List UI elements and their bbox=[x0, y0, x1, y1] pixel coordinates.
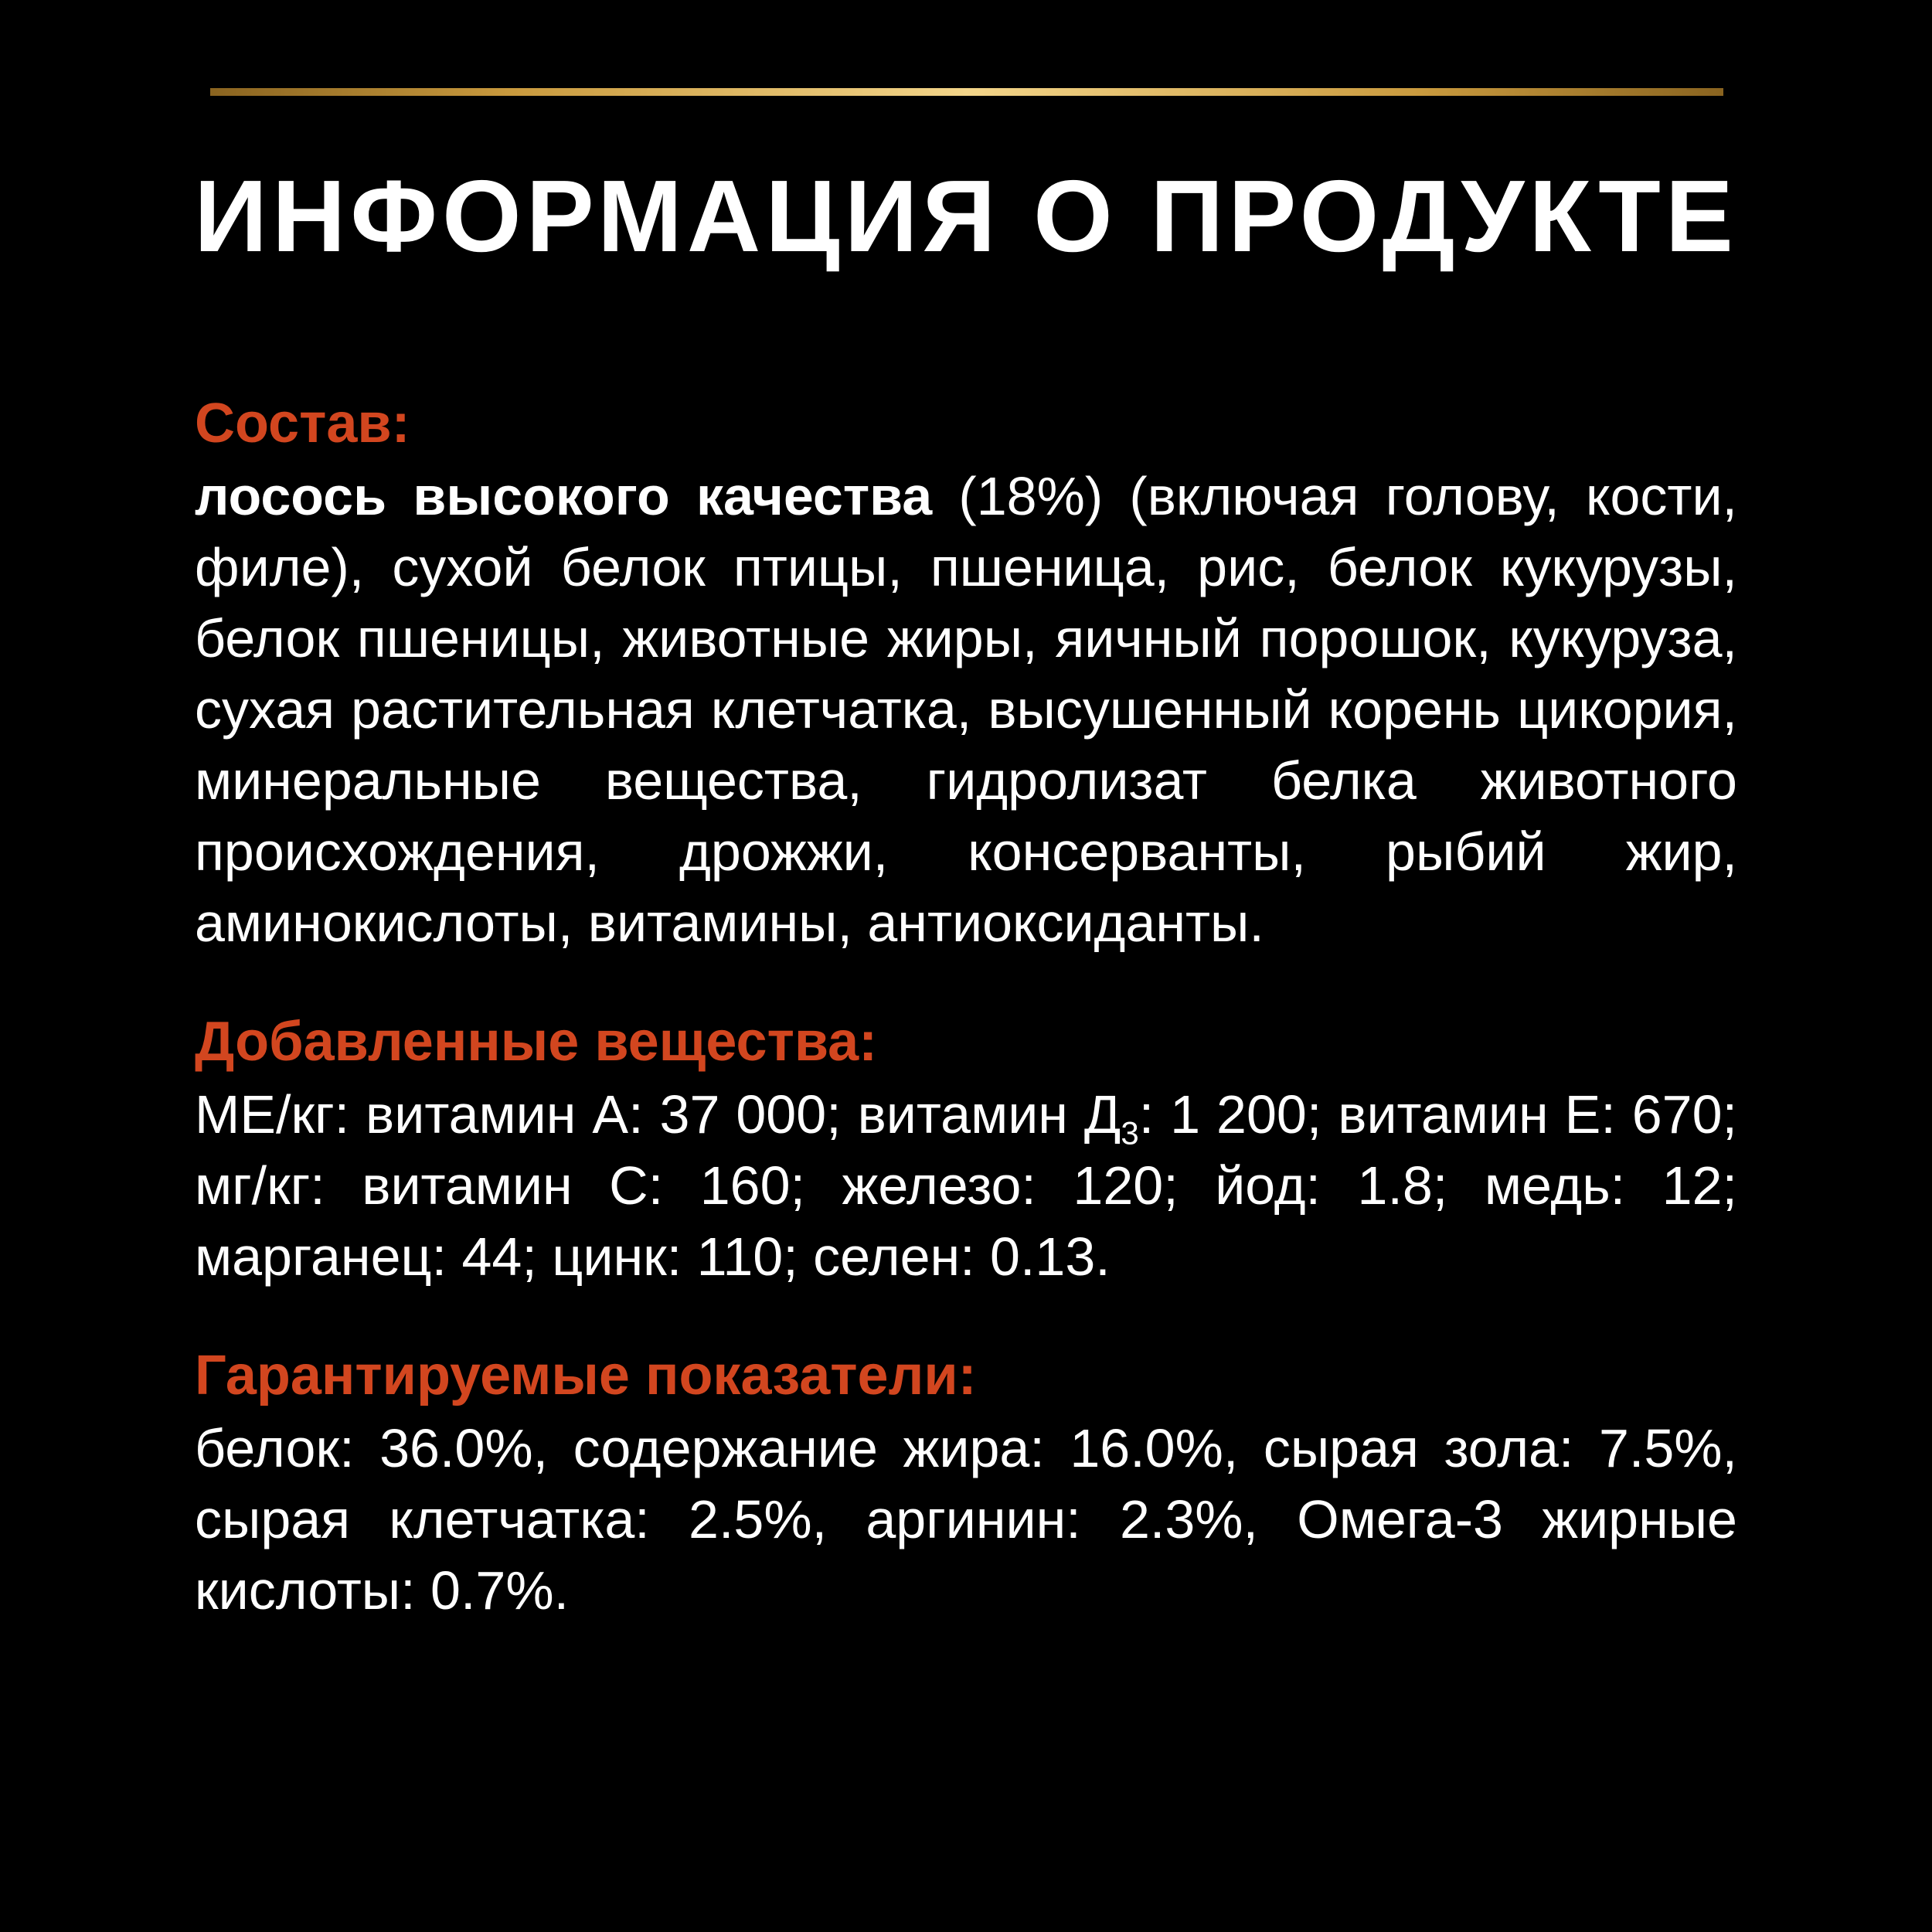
composition-lead: лосось высокого качества bbox=[195, 466, 933, 526]
guaranteed-heading: Гарантируемые показатели: bbox=[195, 1345, 977, 1406]
composition-rest: (18%) (включая голову, кости, филе), сухой белок птицы, пшеница, рис, белок кукурузы, белок пшеницы, животные жиры, яичный порошок, кукуруза, сухая растительная клетчатка, высушенный корень цикория, минеральные вещества, гидролизат белка животного происхождения, дрожжи, консерванты, рыбий жир, аминокислоты, витамины, антиоксиданты. bbox=[195, 466, 1737, 953]
composition-heading: Состав: bbox=[195, 393, 410, 454]
composition-text bbox=[195, 461, 1737, 958]
guaranteed-section bbox=[195, 1338, 1737, 1626]
additives-subscript: 3 bbox=[1121, 1114, 1139, 1151]
additives-text-part2: : 1 200; витамин Е: 670; мг/кг: витамин С: 160; железо: 120; йод: 1.8; медь: 12; марганец: 44; цинк: 110; селен: 0.13. bbox=[195, 1084, 1737, 1287]
composition-section bbox=[195, 386, 1737, 958]
additives-text bbox=[195, 1079, 1737, 1292]
additives-heading: Добавленные вещества: bbox=[195, 1011, 878, 1073]
gold-accent-line bbox=[210, 88, 1723, 96]
additives-section bbox=[195, 1005, 1737, 1292]
product-info-content bbox=[195, 386, 1737, 1672]
page-title: ИНФОРМАЦИЯ О ПРОДУКТЕ bbox=[194, 159, 1738, 273]
guaranteed-text: белок: 36.0%, содержание жира: 16.0%, сырая зола: 7.5%, сырая клетчатка: 2.5%, аргинин: 2.3%, Омега-3 жирные кислоты: 0.7%. bbox=[195, 1418, 1737, 1621]
additives-text-part1: МЕ/кг: витамин А: 37 000; витамин Д bbox=[195, 1084, 1121, 1145]
